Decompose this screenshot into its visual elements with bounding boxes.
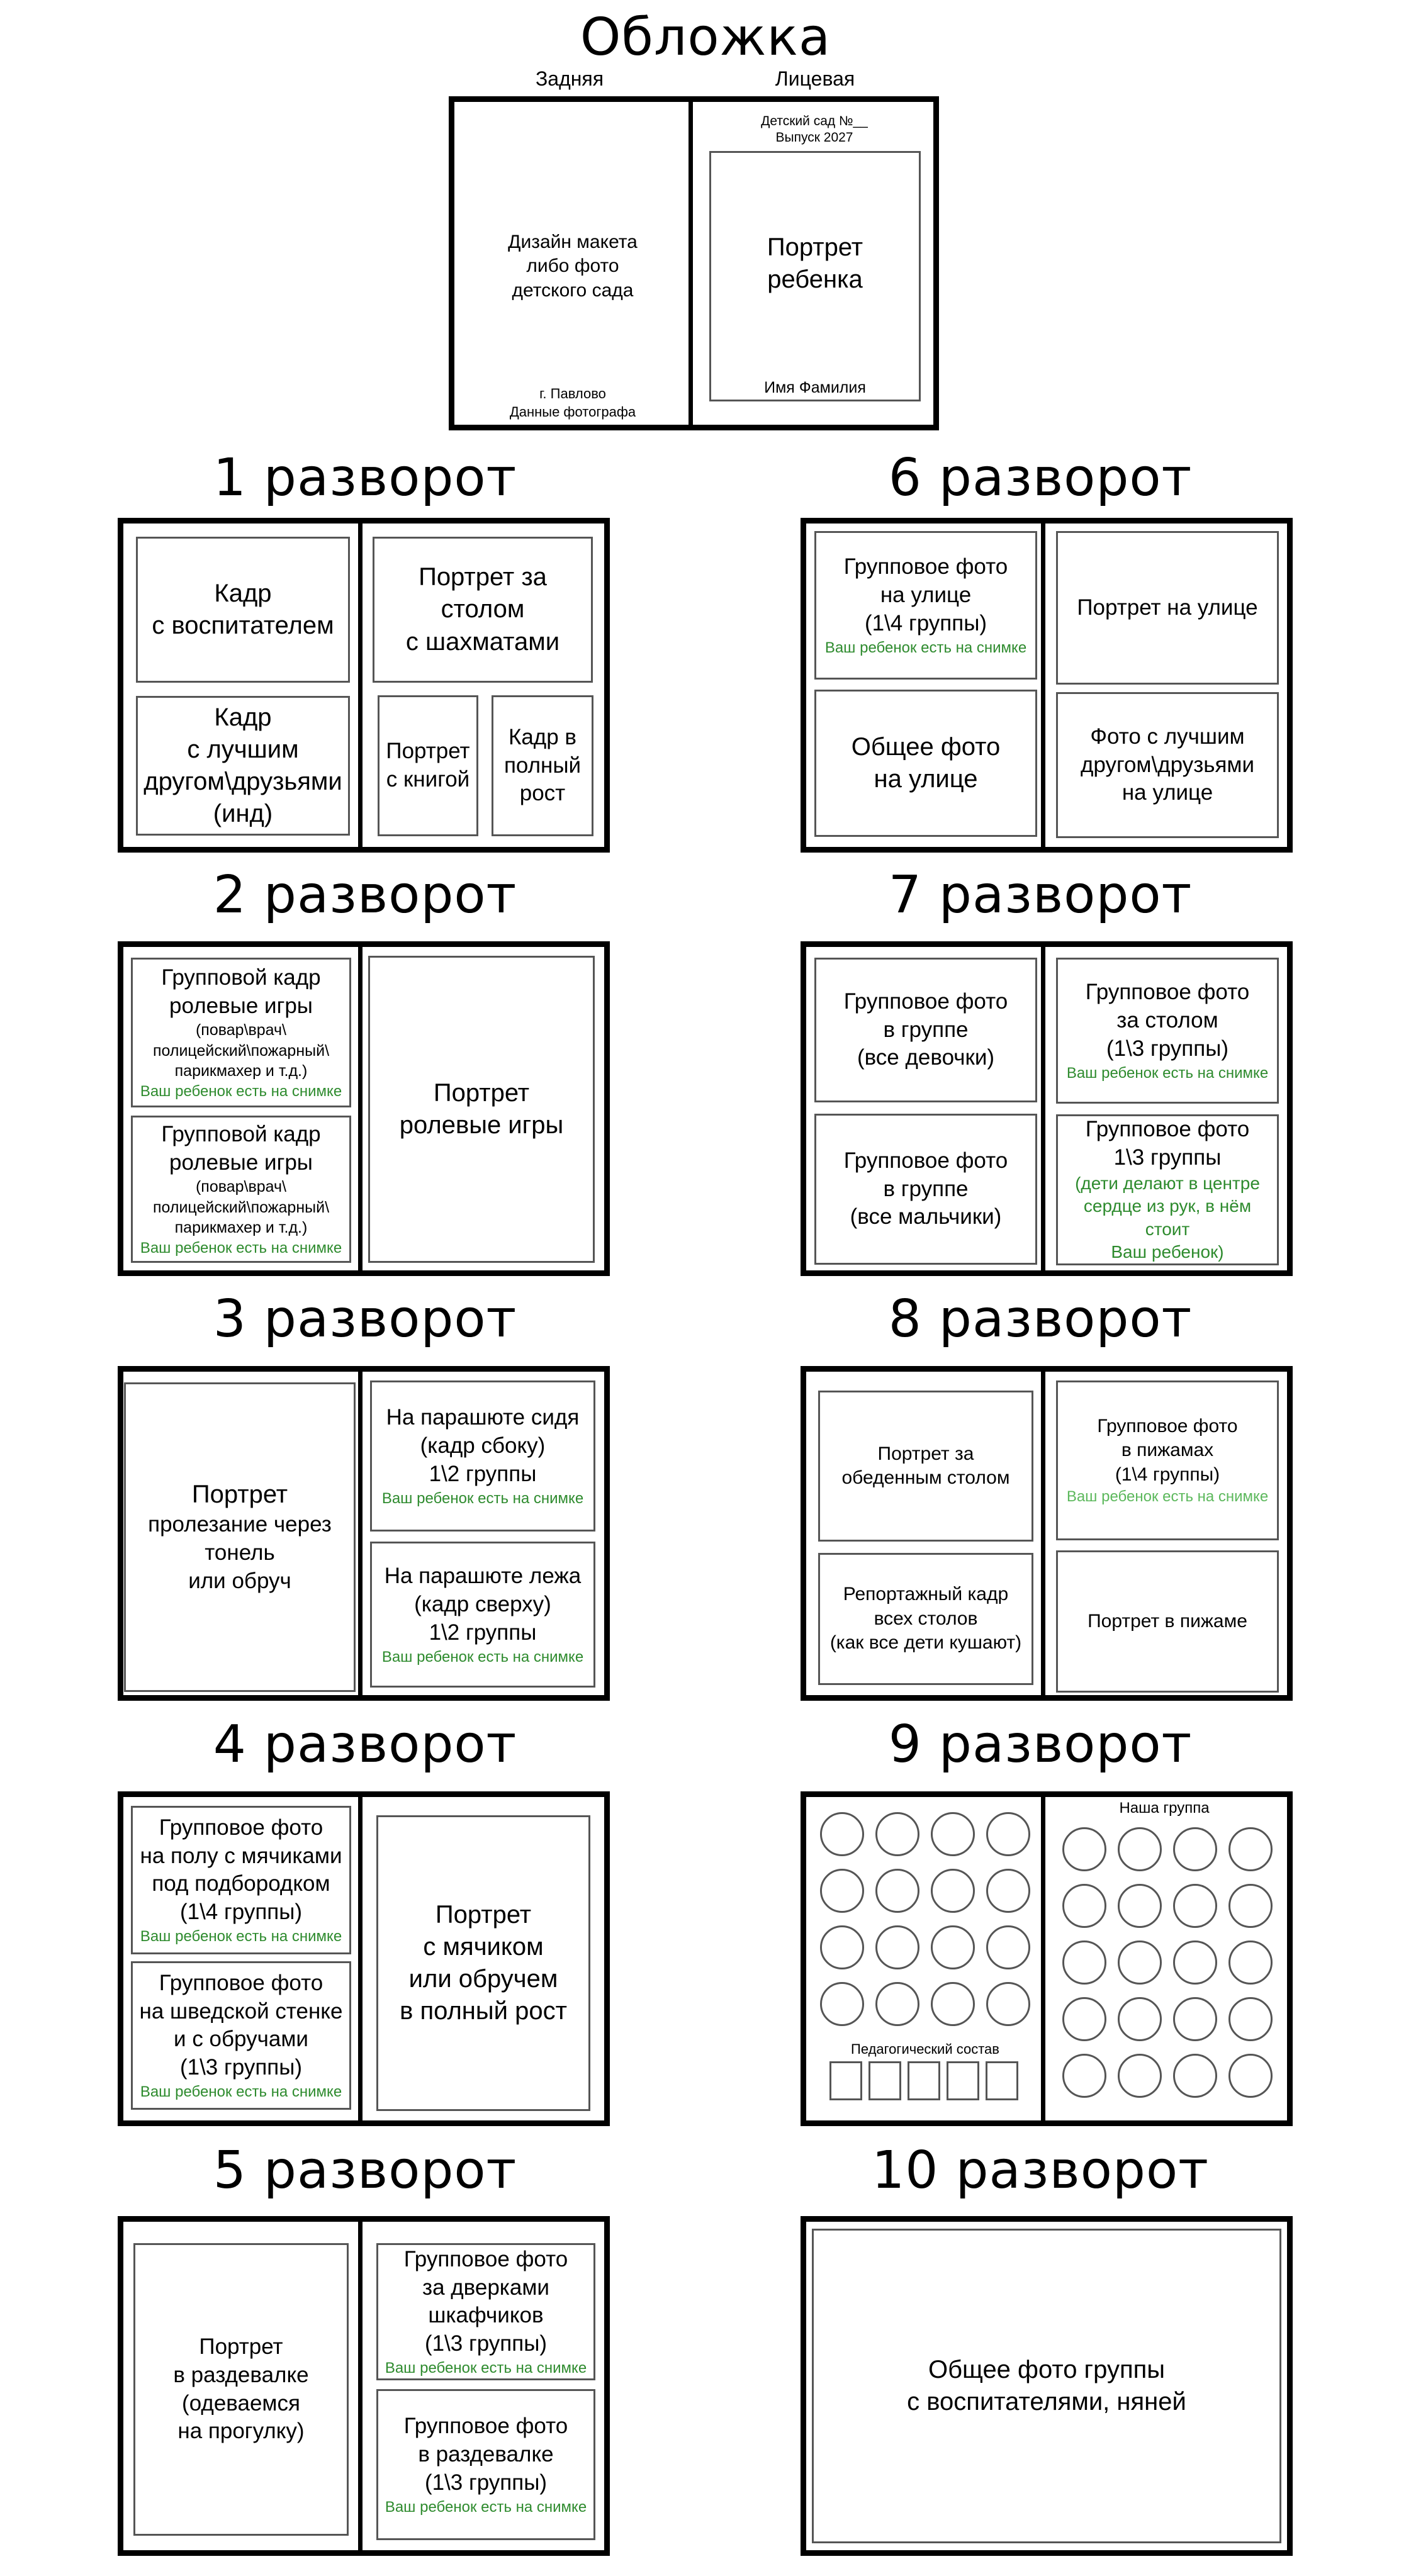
teacher-photo-square [908,2061,940,2100]
child-photo-circle [1173,1884,1217,1928]
cover-portrait-frame [709,151,921,401]
spread-4-wallbars-frame [131,1961,351,2110]
child-photo-circle [1228,1827,1273,1871]
spread-3-divider [358,1366,363,1701]
spread-7-heart-note: (дети делают в центре сердце из рук, в нём стоит Ваш ребенок) [1075,1173,1260,1262]
spread-4-divider [358,1791,363,2126]
staff-photo-circle [986,1869,1030,1913]
spread-1-chess-frame: Портрет за столом с шахматами [373,537,593,683]
spread-3-parachute-lie-frame [370,1542,595,1688]
spread-2-roleplay-b-frame [131,1116,351,1263]
spread-8-pajama-group-text: Групповое фото в пижамах (1\4 группы) [1097,1415,1238,1485]
spread-5-title: 5 разворот [213,2141,517,2200]
spread-5-dressing-portrait-frame: Портрет в раздевалке (одеваемся на прогулку) [133,2243,349,2536]
spread-4-title: 4 разворот [213,1715,517,1774]
spread-5-lockers-text: Групповое фото за дверками шкафчиков (1\3 группы) [403,2246,568,2356]
staff-photo-circle [875,1812,919,1856]
spread-7-heart-frame [1056,1114,1279,1265]
spread-6-divider [1041,518,1045,853]
spread-1-fullheight-frame: Кадр в полный рост [492,695,593,836]
child-photo-circle [1118,2054,1162,2098]
spread-6-general-outdoor-frame: Общее фото на улице [814,690,1037,837]
staff-photo-circle [875,1869,919,1913]
teacher-photo-square [869,2061,901,2100]
cover-back-label: Задняя [535,67,604,90]
staff-photo-circle [875,1925,919,1969]
staff-photo-circle [931,1982,975,2026]
staff-photo-circle [875,1982,919,2026]
spread-7-divider [1041,941,1045,1276]
spread-1-teacher-frame: Кадр с воспитателем [136,537,350,683]
child-photo-circle [1118,1940,1162,1985]
spread-1-divider [358,518,363,853]
spread-3-tunnel-text: Портрет [191,1481,288,1509]
staff-photo-circle [820,1925,864,1969]
staff-photo-circle [931,1925,975,1969]
spread-5-dressing-group-text: Групповое фото в раздевалке (1\3 группы) [403,2414,568,2495]
spread-1-title: 1 разворот [213,448,517,508]
spread-8-dining-portrait-frame: Портрет за обеденным столом [818,1391,1033,1542]
child-photo-circle [1062,1884,1106,1928]
child-photo-circle [1062,1827,1106,1871]
staff-photo-circle [820,1812,864,1856]
spread-7-girls-frame: Групповое фото в группе (все девочки) [814,958,1037,1102]
cover-back-footer: г. Павлово Данные фотографа [509,386,636,420]
spread-2-roleplay-b-sub: (повар\врач\ полицейский\пожарный\ парикмахер и т.д.) [152,1178,330,1237]
staff-photo-circle [820,1869,864,1913]
child-photo-circle [1118,1827,1162,1871]
spread-6-outdoor-group-text: Групповое фото на улице (1\4 группы) [843,554,1008,636]
cover-name: Имя Фамилия [764,379,866,396]
spread-2-roleplay-b-note: Ваш ребенок есть на снимке [140,1239,342,1257]
teacher-photo-square [986,2061,1018,2100]
spread-7-heart-text: Групповое фото 1\3 группы [1085,1117,1250,1170]
child-photo-circle [1173,1997,1217,2041]
spread-8-reportage-frame: Репортажный кадр всех столов (как все дети кушают) [818,1553,1033,1685]
spread-4-balls-text: Групповое фото на полу с мячиками под подбородком (1\4 группы) [140,1815,342,1925]
spread-1-friends-frame: Кадр с лучшим другом\друзьями (инд) [136,696,350,836]
spread-6-title: 6 разворот [888,448,1193,508]
spread-4-portrait-frame: Портрет с мячиком или обручем в полный рост [376,1815,590,2111]
cover-front-label: Лицевая [775,67,855,90]
spread-8-pajama-portrait-frame: Портрет в пижаме [1056,1550,1279,1693]
spread-3-parachute-sit-frame [370,1380,595,1532]
spread-4-balls-frame [131,1806,351,1954]
spread-6-outdoor-group-frame [814,531,1037,680]
cover-back-text: Дизайн макета либо фото детского сада [508,232,638,301]
spread-5-dressing-group-note: Ваш ребенок есть на снимке [385,2498,587,2516]
spread-5-lockers-frame [376,2243,595,2380]
spread-8-pajama-group-frame [1056,1380,1279,1540]
teacher-photo-square [947,2061,979,2100]
child-photo-circle [1228,1940,1273,1985]
spread-2-roleplay-a-sub: (повар\врач\ полицейский\пожарный\ парикмахер и т.д.) [152,1021,330,1080]
spread-3-tunnel-frame [124,1382,356,1692]
child-photo-circle [1228,2054,1273,2098]
cover-title: Обложка [580,8,831,67]
spread-4-wallbars-text: Групповое фото на шведской стенке и с обручами (1\3 группы) [139,1970,343,2080]
staff-photo-circle [820,1982,864,2026]
spread-3-parachute-lie-note: Ваш ребенок есть на снимке [381,1648,584,1666]
spread-8-divider [1041,1366,1045,1701]
cover-front-header: Детский сад №__ Выпуск 2027 [761,114,868,145]
spread-4-balls-note: Ваш ребенок есть на снимке [140,1928,342,1945]
staff-photo-circle [931,1812,975,1856]
spread-7-title: 7 разворот [888,865,1193,925]
staff-photo-circle [931,1869,975,1913]
spread-9-title: 9 разворот [888,1715,1193,1774]
child-photo-circle [1173,2054,1217,2098]
spread-9-divider [1041,1791,1045,2126]
spread-7-table-note: Ваш ребенок есть на снимке [1066,1064,1269,1082]
child-photo-circle [1228,1997,1273,2041]
staff-photo-circle [986,1982,1030,2026]
cover-divider [689,96,693,430]
spread-2-title: 2 разворот [213,865,517,925]
spread-2-roleplay-a-text: Групповой кадр ролевые игры [161,965,321,1018]
spread-9-group-label: Наша группа [1119,1800,1210,1817]
spread-8-pajama-group-note: Ваш ребенок есть на снимке [1066,1487,1269,1505]
child-photo-circle [1062,2054,1106,2098]
spread-2-roleplay-a-frame [131,958,351,1107]
spread-2-portrait-frame: Портрет ролевые игры [368,956,595,1263]
child-photo-circle [1173,1827,1217,1871]
spread-6-friends-outdoor-frame: Фото с лучшим другом\друзьями на улице [1056,692,1279,838]
spread-10-group-photo-frame: Общее фото группы с воспитателями, няней [812,2229,1281,2543]
spread-2-divider [358,941,363,1276]
spread-9-staff-label: Педагогический состав [851,2041,999,2057]
child-photo-circle [1062,1997,1106,2041]
spread-3-tunnel-sub: пролезание через тонель или обруч [148,1512,332,1593]
spread-3-parachute-lie-text: На парашюте лежа (кадр сверху) 1\2 группы [384,1564,582,1645]
child-photo-circle [1062,1940,1106,1985]
spread-2-roleplay-a-note: Ваш ребенок есть на снимке [140,1082,342,1100]
spread-7-table-frame [1056,958,1279,1104]
child-photo-circle [1118,1884,1162,1928]
spread-5-divider [358,2216,363,2556]
spread-5-dressing-group-frame [376,2389,595,2540]
staff-photo-circle [986,1812,1030,1856]
spread-7-boys-frame: Групповое фото в группе (все мальчики) [814,1114,1037,1265]
spread-6-outdoor-portrait-frame: Портрет на улице [1056,531,1279,685]
staff-photo-circle [986,1925,1030,1969]
spread-8-title: 8 разворот [888,1289,1193,1349]
spread-7-table-text: Групповое фото за столом (1\3 группы) [1085,980,1250,1061]
cover-portrait-text: Портрет ребенка [767,233,863,294]
spread-5-lockers-note: Ваш ребенок есть на снимке [385,2360,587,2377]
spread-1-book-frame: Портрет с книгой [378,695,478,836]
spread-2-roleplay-b-text: Групповой кадр ролевые игры [161,1121,321,1175]
spread-10-title: 10 разворот [872,2141,1209,2200]
teacher-photo-square [829,2061,862,2100]
spread-3-parachute-sit-note: Ваш ребенок есть на снимке [381,1489,584,1507]
spread-6-outdoor-group-note: Ваш ребенок есть на снимке [824,639,1027,656]
child-photo-circle [1228,1884,1273,1928]
child-photo-circle [1118,1997,1162,2041]
child-photo-circle [1173,1940,1217,1985]
spread-3-title: 3 разворот [213,1289,517,1349]
spread-4-wallbars-note: Ваш ребенок есть на снимке [140,2083,342,2100]
spread-3-parachute-sit-text: На парашюте сидя (кадр сбоку) 1\2 группы [386,1405,580,1486]
